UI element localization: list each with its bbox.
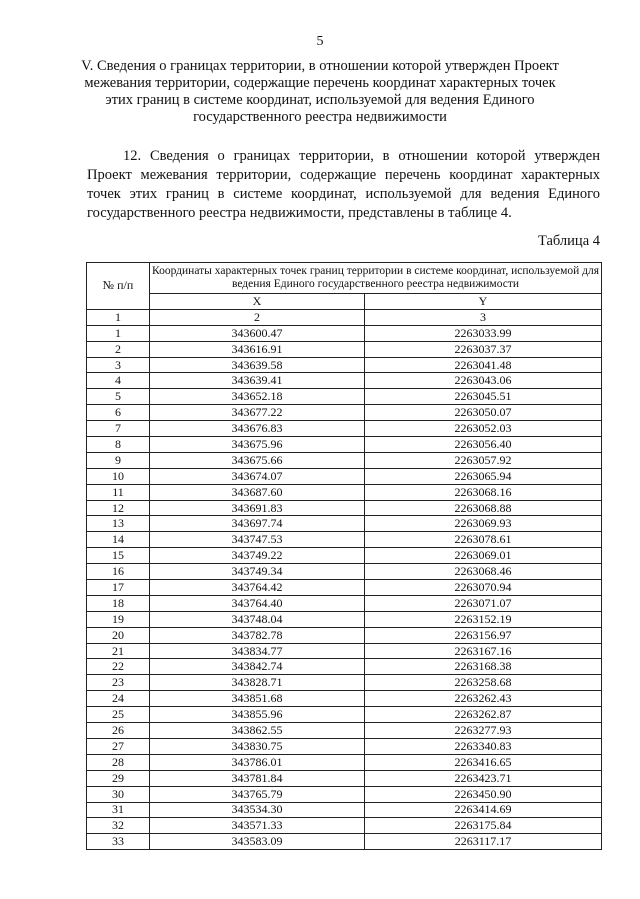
y-coordinate-cell: 2263050.07 (365, 405, 602, 421)
table-row (87, 357, 602, 373)
x-coordinate-cell: 343782.78 (150, 627, 365, 643)
x-coordinate-cell: 343583.09 (150, 834, 365, 850)
table-row (87, 532, 602, 548)
table-row (87, 341, 602, 357)
y-coordinate-cell: 2263052.03 (365, 421, 602, 437)
x-coordinate-cell: 343842.74 (150, 659, 365, 675)
table-row (87, 611, 602, 627)
point-number-cell: 20 (87, 627, 150, 643)
table-row (87, 373, 602, 389)
x-coordinate-cell: 343697.74 (150, 516, 365, 532)
table-row (87, 548, 602, 564)
y-coordinate-cell: 2263262.43 (365, 691, 602, 707)
column-index-cell: 3 (365, 309, 602, 325)
point-number-cell: 26 (87, 723, 150, 739)
point-number-cell: 27 (87, 738, 150, 754)
table-row (87, 389, 602, 405)
table-row (87, 595, 602, 611)
y-coordinate-cell: 2263450.90 (365, 786, 602, 802)
y-coordinate-cell: 2263043.06 (365, 373, 602, 389)
y-coordinate-cell: 2263423.71 (365, 770, 602, 786)
point-number-cell: 10 (87, 468, 150, 484)
y-coordinate-cell: 2263069.01 (365, 548, 602, 564)
table-row (87, 659, 602, 675)
table-row (87, 564, 602, 580)
y-coordinate-cell: 2263078.61 (365, 532, 602, 548)
x-coordinate-cell: 343851.68 (150, 691, 365, 707)
point-number-cell: 17 (87, 580, 150, 596)
y-coordinate-cell: 2263068.88 (365, 500, 602, 516)
body-paragraph: 12. Сведения о границах территории, в отношении которой утвержден Проект межевания территории, содержащие перечень координат характерных точек этих границ в системе координат, используемой для ведения Единого государственного реестра недвижимости, представлены в таблице 4. (87, 148, 600, 221)
point-number-cell: 11 (87, 484, 150, 500)
x-coordinate-cell: 343534.30 (150, 802, 365, 818)
x-coordinate-cell: 343781.84 (150, 770, 365, 786)
x-coordinate-cell: 343675.96 (150, 437, 365, 453)
table-row (87, 627, 602, 643)
point-number-cell: 32 (87, 818, 150, 834)
x-coordinate-cell: 343765.79 (150, 786, 365, 802)
y-coordinate-cell: 2263416.65 (365, 754, 602, 770)
y-coordinate-cell: 2263414.69 (365, 802, 602, 818)
table-row (87, 580, 602, 596)
x-coordinate-cell: 343571.33 (150, 818, 365, 834)
table-row (87, 723, 602, 739)
x-coordinate-cell: 343764.42 (150, 580, 365, 596)
y-coordinate-cell: 2263071.07 (365, 595, 602, 611)
y-coordinate-cell: 2263258.68 (365, 675, 602, 691)
y-coordinate-cell: 2263152.19 (365, 611, 602, 627)
point-number-cell: 23 (87, 675, 150, 691)
table-row (87, 707, 602, 723)
section-heading: V. Сведения о границах территории, в отношении которой утвержден Проект межевания территории, содержащие перечень координат характерных точек этих границ в системе координат, используемой для ведения Единого государственного реестра недвижимости (81, 58, 559, 125)
header-y: Y (365, 294, 602, 310)
x-coordinate-cell: 343749.34 (150, 564, 365, 580)
table-row (87, 421, 602, 437)
header-coordinates: Координаты характерных точек границ территории в системе координат, используемой для ведения Единого государственного реестра недвижимости (150, 263, 602, 294)
column-index-row (87, 309, 602, 325)
y-coordinate-cell: 2263168.38 (365, 659, 602, 675)
column-index-cell: 2 (150, 309, 365, 325)
point-number-cell: 16 (87, 564, 150, 580)
x-coordinate-cell: 343676.83 (150, 421, 365, 437)
table-row (87, 834, 602, 850)
x-coordinate-cell: 343786.01 (150, 754, 365, 770)
point-number-cell: 28 (87, 754, 150, 770)
x-coordinate-cell: 343677.22 (150, 405, 365, 421)
y-coordinate-cell: 2263045.51 (365, 389, 602, 405)
table-row (87, 802, 602, 818)
table-row (87, 675, 602, 691)
table-row (87, 770, 602, 786)
x-coordinate-cell: 343747.53 (150, 532, 365, 548)
point-number-cell: 7 (87, 421, 150, 437)
y-coordinate-cell: 2263277.93 (365, 723, 602, 739)
x-coordinate-cell: 343862.55 (150, 723, 365, 739)
y-coordinate-cell: 2263068.46 (365, 564, 602, 580)
point-number-cell: 1 (87, 325, 150, 341)
table-row (87, 405, 602, 421)
y-coordinate-cell: 2263340.83 (365, 738, 602, 754)
table-row (87, 818, 602, 834)
y-coordinate-cell: 2263117.17 (365, 834, 602, 850)
y-coordinate-cell: 2263068.16 (365, 484, 602, 500)
point-number-cell: 21 (87, 643, 150, 659)
point-number-cell: 33 (87, 834, 150, 850)
point-number-cell: 19 (87, 611, 150, 627)
point-number-cell: 12 (87, 500, 150, 516)
x-coordinate-cell: 343834.77 (150, 643, 365, 659)
x-coordinate-cell: 343691.83 (150, 500, 365, 516)
x-coordinate-cell: 343639.41 (150, 373, 365, 389)
point-number-cell: 5 (87, 389, 150, 405)
table-row (87, 484, 602, 500)
x-coordinate-cell: 343749.22 (150, 548, 365, 564)
table-row (87, 452, 602, 468)
header-x: X (150, 294, 365, 310)
point-number-cell: 4 (87, 373, 150, 389)
y-coordinate-cell: 2263069.93 (365, 516, 602, 532)
point-number-cell: 22 (87, 659, 150, 675)
table-row (87, 437, 602, 453)
table-row (87, 738, 602, 754)
y-coordinate-cell: 2263056.40 (365, 437, 602, 453)
point-number-cell: 13 (87, 516, 150, 532)
y-coordinate-cell: 2263262.87 (365, 707, 602, 723)
y-coordinate-cell: 2263057.92 (365, 452, 602, 468)
point-number-cell: 2 (87, 341, 150, 357)
point-number-cell: 29 (87, 770, 150, 786)
point-number-cell: 14 (87, 532, 150, 548)
table-row (87, 500, 602, 516)
column-index-cell: 1 (87, 309, 150, 325)
y-coordinate-cell: 2263041.48 (365, 357, 602, 373)
point-number-cell: 8 (87, 437, 150, 453)
point-number-cell: 24 (87, 691, 150, 707)
point-number-cell: 31 (87, 802, 150, 818)
x-coordinate-cell: 343600.47 (150, 325, 365, 341)
table-row (87, 468, 602, 484)
table-caption: Таблица 4 (537, 233, 600, 249)
x-coordinate-cell: 343652.18 (150, 389, 365, 405)
table-body (87, 325, 602, 849)
table-row (87, 516, 602, 532)
point-number-cell: 6 (87, 405, 150, 421)
point-number-cell: 15 (87, 548, 150, 564)
y-coordinate-cell: 2263070.94 (365, 580, 602, 596)
y-coordinate-cell: 2263175.84 (365, 818, 602, 834)
point-number-cell: 30 (87, 786, 150, 802)
table-row (87, 691, 602, 707)
coordinates-table (86, 262, 602, 850)
header-row-number: № п/п (87, 263, 150, 310)
point-number-cell: 3 (87, 357, 150, 373)
x-coordinate-cell: 343748.04 (150, 611, 365, 627)
point-number-cell: 25 (87, 707, 150, 723)
x-coordinate-cell: 343828.71 (150, 675, 365, 691)
point-number-cell: 9 (87, 452, 150, 468)
y-coordinate-cell: 2263156.97 (365, 627, 602, 643)
x-coordinate-cell: 343674.07 (150, 468, 365, 484)
x-coordinate-cell: 343764.40 (150, 595, 365, 611)
y-coordinate-cell: 2263037.37 (365, 341, 602, 357)
point-number-cell: 18 (87, 595, 150, 611)
page-number: 5 (316, 34, 324, 49)
x-coordinate-cell: 343855.96 (150, 707, 365, 723)
y-coordinate-cell: 2263033.99 (365, 325, 602, 341)
y-coordinate-cell: 2263065.94 (365, 468, 602, 484)
y-coordinate-cell: 2263167.16 (365, 643, 602, 659)
x-coordinate-cell: 343616.91 (150, 341, 365, 357)
table-row (87, 325, 602, 341)
x-coordinate-cell: 343675.66 (150, 452, 365, 468)
table-row (87, 754, 602, 770)
x-coordinate-cell: 343687.60 (150, 484, 365, 500)
x-coordinate-cell: 343830.75 (150, 738, 365, 754)
table-row (87, 786, 602, 802)
table-row (87, 643, 602, 659)
x-coordinate-cell: 343639.58 (150, 357, 365, 373)
